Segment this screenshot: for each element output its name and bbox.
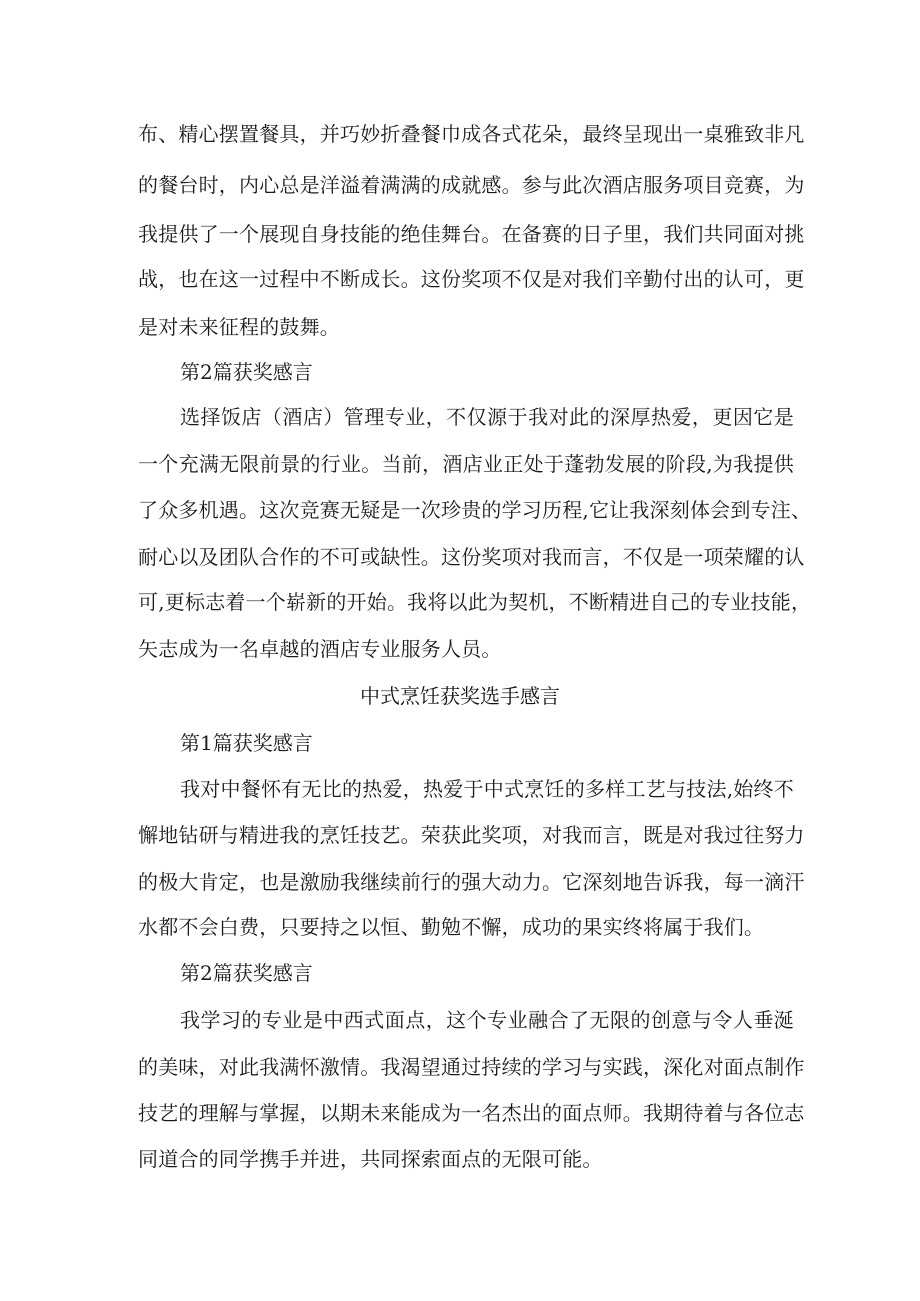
section-title: 中式烹饪获奖选手感言: [360, 684, 560, 708]
paragraph-line: 布、精心摆置餐具，并巧妙折叠餐巾成各式花朵，最终呈现出一桌雅致非凡: [138, 122, 805, 146]
paragraph-line: 懈地钻研与精进我的烹饪技艺。荣获此奖项，对我而言，既是对我过往努力: [138, 823, 805, 847]
paragraph-line: 我提供了一个展现自身技能的绝佳舞台。在备赛的日子里，我们共同面对挑: [138, 222, 805, 246]
paragraph-line: 我学习的专业是中西式面点，这个专业融合了无限的创意与令人垂涎: [180, 1008, 794, 1032]
speech-heading: 第2篇获奖感言: [180, 961, 313, 985]
paragraph-line: 的餐台时，内心总是洋溢着满满的成就感。参与此次酒店服务项目竞赛，为: [138, 173, 805, 197]
paragraph-line: 选择饭店（酒店）管理专业，不仅源于我对此的深厚热爱，更因它是: [180, 405, 794, 429]
speech-heading: 第2篇获奖感言: [180, 360, 313, 384]
paragraph-line: 是对未来征程的鼓舞。: [138, 315, 340, 339]
paragraph-line: 水都不会白费，只要持之以恒、勤勉不懈，成功的果实终将属于我们。: [138, 915, 765, 939]
speech-heading: 第1篇获奖感言: [180, 731, 313, 755]
paragraph-line: 耐心以及团队合作的不可或缺性。这份奖项对我而言，不仅是一项荣耀的认: [138, 545, 805, 569]
paragraph-line: 可,更标志着一个崭新的开始。我将以此为契机，不断精进自己的专业技能，: [138, 590, 812, 614]
paragraph-line: 技艺的理解与掌握，以期未来能成为一名杰出的面点师。我期待着与各位志: [138, 1101, 805, 1125]
paragraph-line: 了众多机遇。这次竞赛无疑是一次珍贵的学习历程,它让我深刻体会到专注、: [138, 498, 812, 522]
paragraph-line: 一个充满无限前景的行业。当前，酒店业正处于蓬勃发展的阶段,为我提供: [138, 452, 794, 476]
paragraph-line: 矢志成为一名卓越的酒店专业服务人员。: [138, 637, 502, 661]
paragraph-line: 战，也在这一过程中不断成长。这份奖项不仅是对我们辛勤付出的认可，更: [138, 267, 805, 291]
paragraph-line: 同道合的同学携手并进，共同探索面点的无限可能。: [138, 1147, 603, 1171]
paragraph-line: 的美味，对此我满怀激情。我渴望通过持续的学习与实践，深化对面点制作: [138, 1055, 805, 1079]
paragraph-line: 我对中餐怀有无比的热爱，热爱于中式烹饪的多样工艺与技法,始终不: [180, 777, 794, 801]
paragraph-line: 的极大肯定，也是激励我继续前行的强大动力。它深刻地告诉我，每一滴汗: [138, 870, 805, 894]
